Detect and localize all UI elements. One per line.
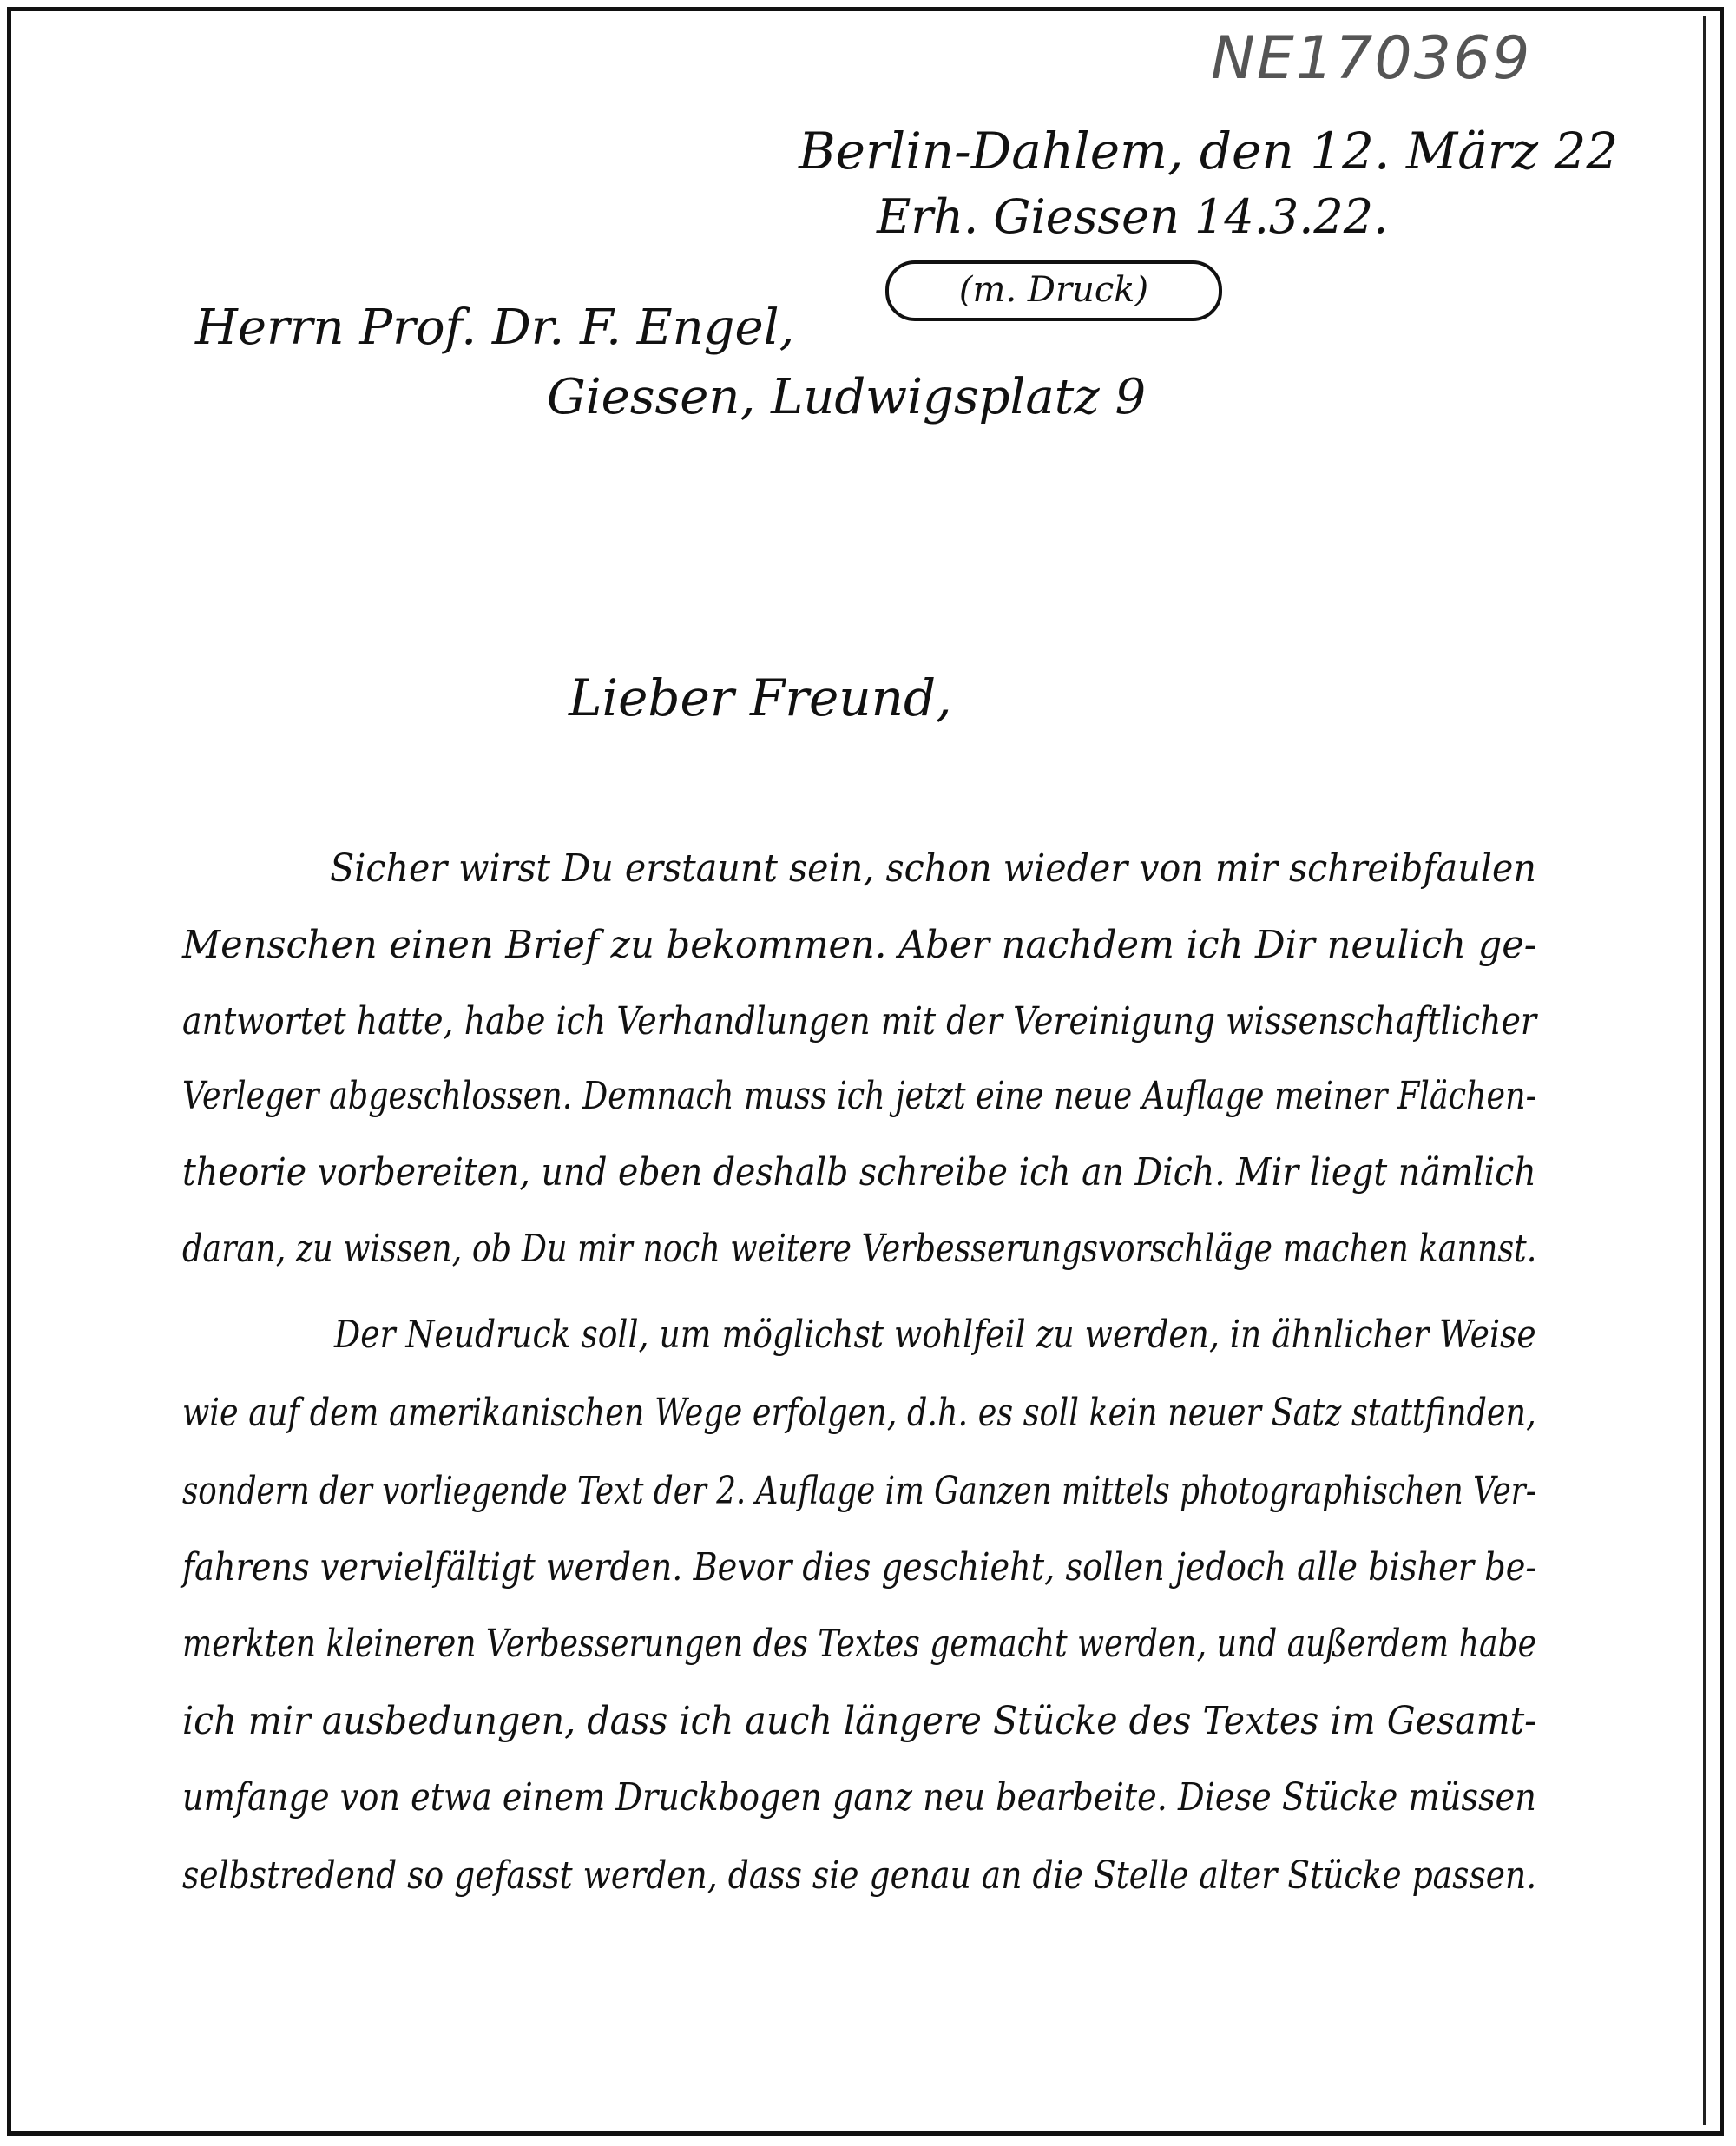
body-line: antwortet hatte, habe ich Verhandlungen mit der Vereinigung wissenschaftlicher (182, 999, 1537, 1043)
body-line: Verleger abgeschlossen. Demnach muss ich jetzt eine neue Auflage meiner Flächen- (182, 1074, 1536, 1118)
salutation: Lieber Freund, (569, 668, 952, 727)
body-line: sondern der vorliegende Text der 2. Auflage im Ganzen mittels photographischen Ver- (182, 1469, 1536, 1513)
body-line: wie auf dem amerikanischen Wege erfolgen, d.h. es soll kein neuer Satz stattfinden, (182, 1391, 1536, 1435)
recipient-name: Herrn Prof. Dr. F. Engel, (195, 300, 795, 356)
recipient-address: Giessen, Ludwigsplatz 9 (547, 369, 1147, 425)
body-line: merkten kleineren Verbesserungen des Textes gemacht werden, und außerdem habe (182, 1622, 1537, 1666)
right-edge-rule (1703, 16, 1706, 2125)
place-date-line: Berlin-Dahlem, den 12. März 22 (799, 122, 1619, 181)
body-line: Menschen einen Brief zu bekommen. Aber nachdem ich Dir neulich ge- (182, 923, 1537, 967)
body-line: Sicher wirst Du erstaunt sein, schon wieder von mir schreibfaulen (330, 846, 1536, 891)
body-line: theorie vorbereiten, und eben deshalb schreibe ich an Dich. Mir liegt nämlich (182, 1150, 1536, 1195)
receipt-note-oval: (m. Druck) (885, 260, 1222, 321)
archive-number-stamp: NE170369 (1211, 24, 1532, 93)
body-line: daran, zu wissen, ob Du mir noch weitere Verbesserungsvorschläge machen kannst. (182, 1227, 1537, 1271)
body-line: Der Neudruck soll, um möglichst wohlfeil zu werden, in ähnlicher Weise (334, 1313, 1536, 1357)
body-line: selbstredend so gefasst werden, dass sie genau an die Stelle alter Stücke passen. (182, 1853, 1537, 1898)
body-line: ich mir ausbedungen, dass ich auch längere Stücke des Textes im Gesamt- (182, 1699, 1537, 1743)
body-line: fahrens vervielfältigt werden. Bevor dies geschieht, sollen jedoch alle bisher be- (182, 1545, 1537, 1590)
receipt-annotation: Erh. Giessen 14.3.22. (877, 189, 1389, 244)
body-line: umfange von etwa einem Druckbogen ganz neu bearbeite. Diese Stücke müssen (182, 1775, 1536, 1820)
